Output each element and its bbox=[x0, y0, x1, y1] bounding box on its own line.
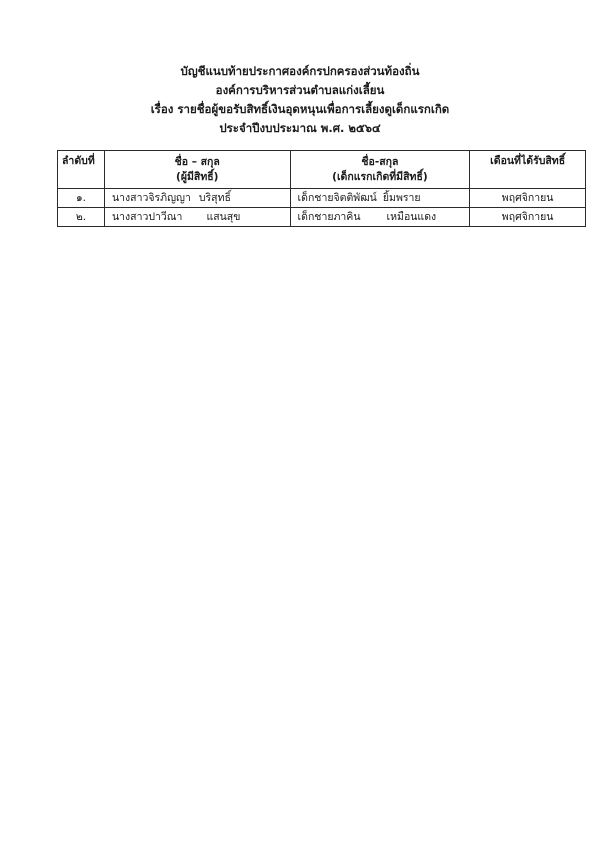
column-header-beneficiary-label: ชื่อ – สกุล bbox=[174, 155, 220, 168]
column-header-month bbox=[470, 151, 586, 189]
column-header-no bbox=[58, 151, 105, 189]
column-header-child-sublabel: (เด็กแรกเกิดที่มีสิทธิ์) bbox=[332, 170, 428, 183]
column-header-beneficiary-sublabel: (ผู้มีสิทธิ์) bbox=[176, 170, 219, 183]
row-number-cell: ๑. bbox=[58, 189, 105, 208]
child-first-name: เด็กชายภาคิน bbox=[297, 211, 361, 223]
child-last-name: ยิ้มพราย bbox=[382, 192, 421, 204]
column-header-month-label: เดือนที่ได้รับสิทธิ์ bbox=[490, 155, 566, 167]
month-cell: พฤศจิกายน bbox=[470, 208, 586, 227]
table-header-row bbox=[58, 151, 586, 189]
row-number-cell: ๒. bbox=[58, 208, 105, 227]
table-row bbox=[58, 208, 586, 227]
beneficiary-last-name: แสนสุข bbox=[206, 211, 241, 223]
beneficiary-name-cell bbox=[104, 189, 290, 208]
beneficiary-first-name: นางสาวจิรภิญญา bbox=[111, 192, 191, 204]
child-name-cell bbox=[290, 189, 470, 208]
header-fiscal-year-line: ประจำปีงบประมาณ พ.ศ. ๒๕๖๔ bbox=[219, 121, 381, 135]
beneficiary-name-cell bbox=[104, 208, 290, 227]
child-name-cell bbox=[290, 208, 470, 227]
column-header-child-label: ชื่อ-สกุล bbox=[361, 155, 399, 168]
column-header-no-label: ลำดับที่ bbox=[62, 155, 95, 167]
beneficiary-last-name: บริสุทธิ์ bbox=[198, 192, 231, 204]
beneficiary-first-name: นางสาวปาวีณา bbox=[111, 211, 183, 223]
table-row bbox=[58, 189, 586, 208]
document-header bbox=[0, 62, 600, 138]
header-organization-line: องค์การบริหารส่วนตำบลแก่งเลี้ยน bbox=[215, 83, 385, 97]
month-cell: พฤศจิกายน bbox=[470, 189, 586, 208]
column-header-beneficiary bbox=[104, 151, 290, 189]
beneficiary-table bbox=[57, 150, 586, 227]
child-last-name: เหมือนแดง bbox=[386, 211, 437, 223]
header-subject-line: เรื่อง รายชื่อผู้ขอรับสิทธิ์เงินอุดหนุนเพื่อการเลี้ยงดูเด็กแรกเกิด bbox=[150, 102, 450, 116]
child-first-name: เด็กชายจิตติพัฒน์ bbox=[297, 192, 377, 204]
header-title-line: บัญชีแนบท้ายประกาศองค์กรปกครองส่วนท้องถิ่น bbox=[180, 64, 420, 78]
column-header-child bbox=[290, 151, 470, 189]
